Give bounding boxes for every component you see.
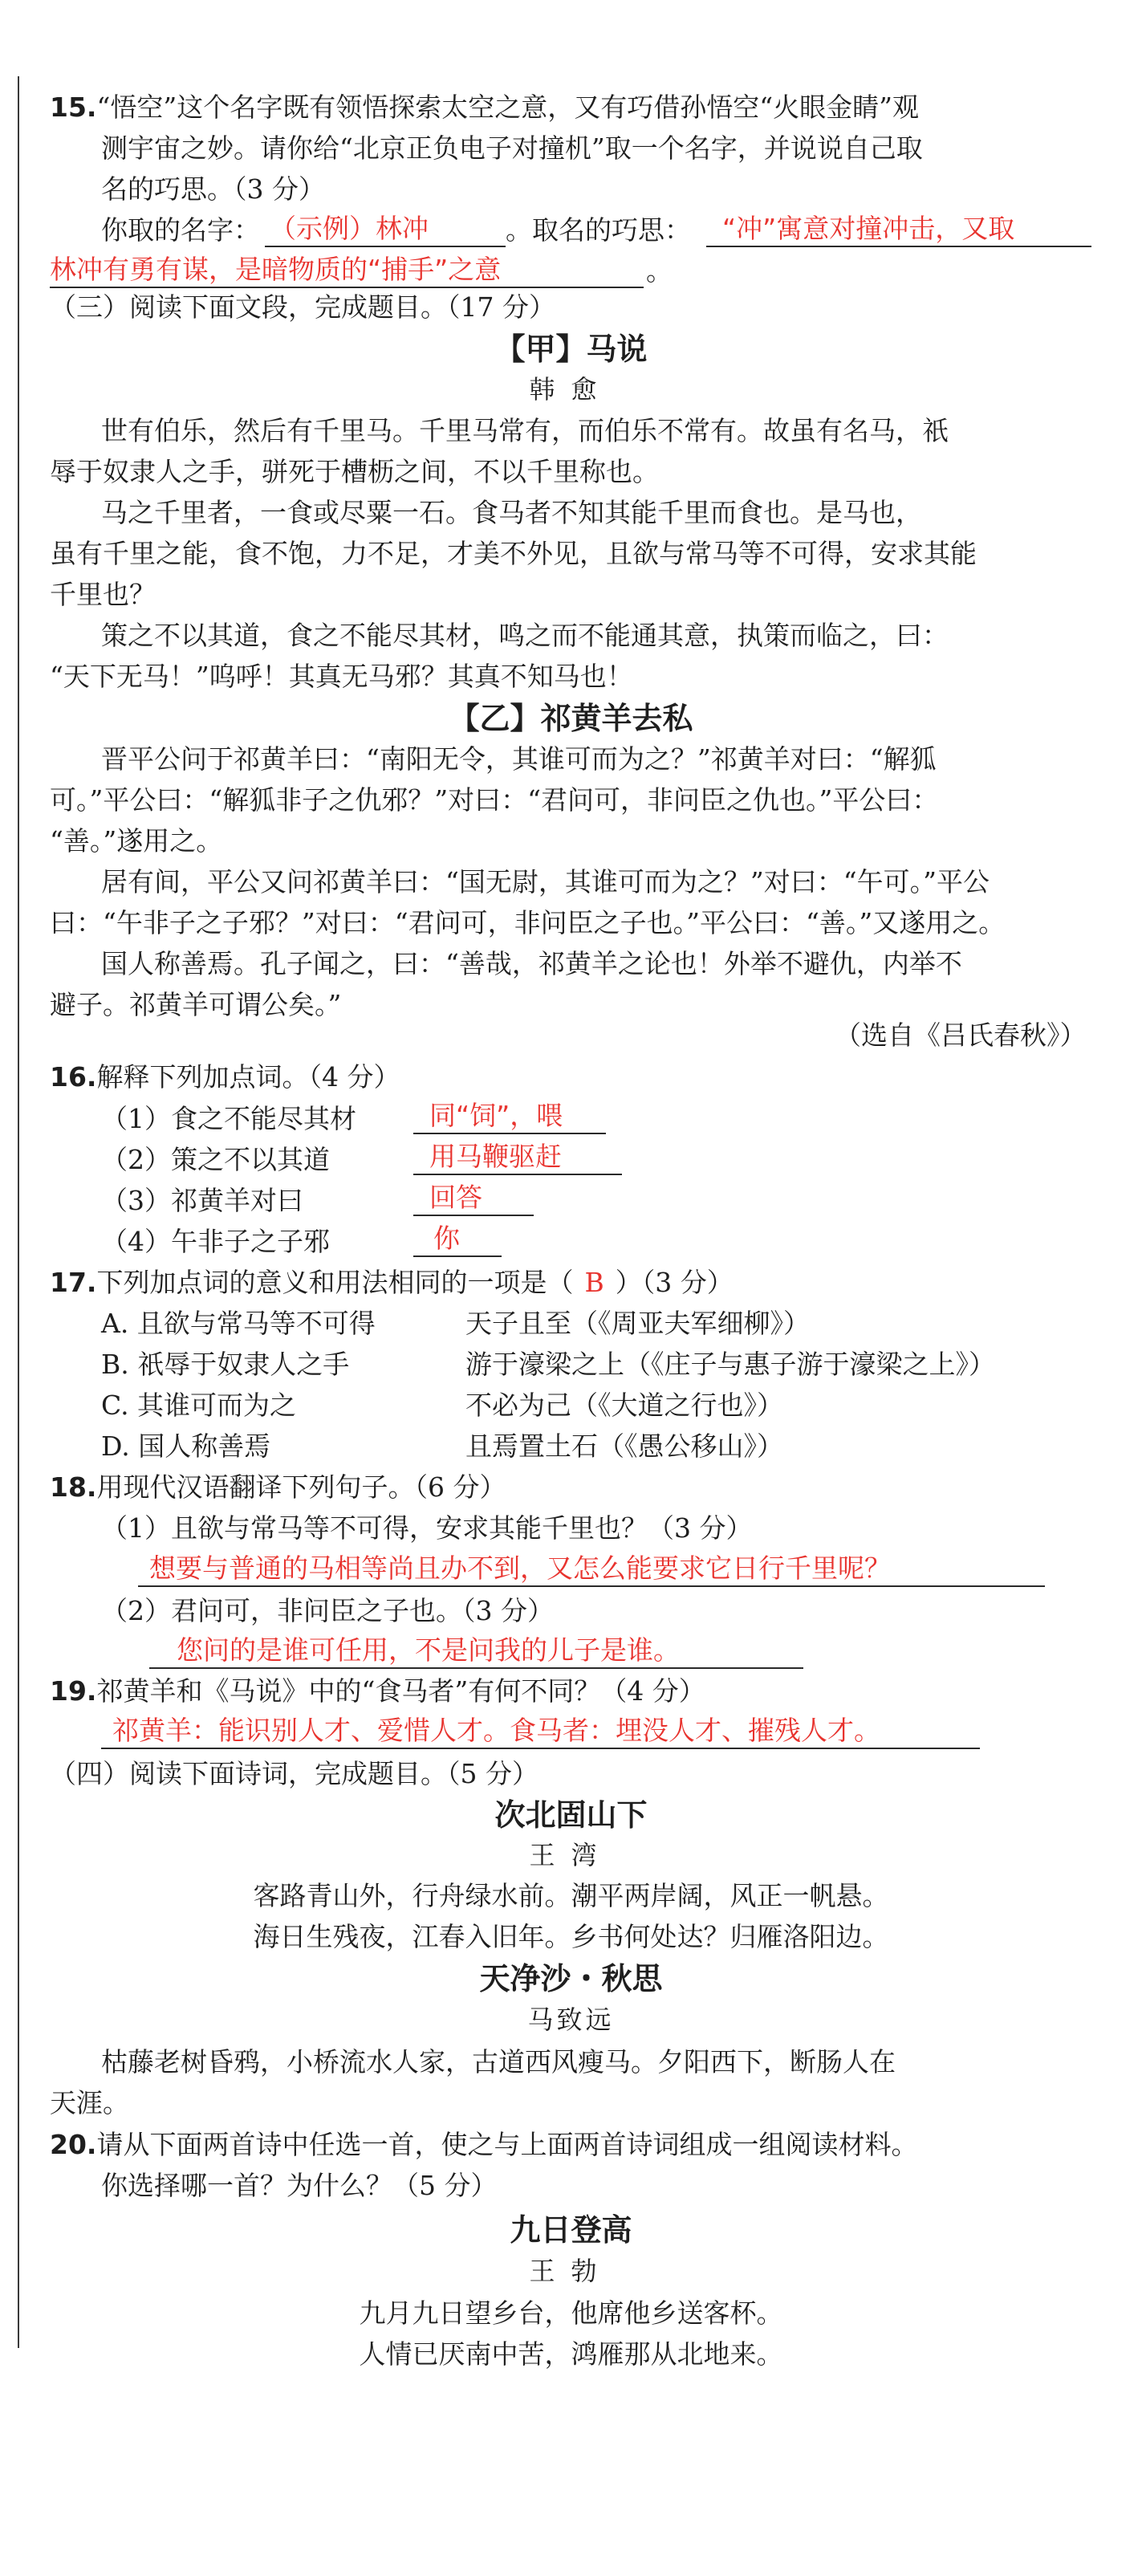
poem3-title: 九日登高 — [510, 2212, 632, 2248]
q16-underline-3 — [413, 1215, 534, 1216]
q19-answer: 祁黄羊：能识别人才、爱惜人才。食马者：埋没人才、摧残人才。 — [112, 1715, 880, 1746]
q17-number: 17. — [50, 1267, 97, 1298]
jia-p1b: 辱于奴隶人之手，骈死于槽枥之间，不以千里称也。 — [50, 456, 659, 487]
jia-p1a: 世有伯乐，然后有千里马。千里马常有，而伯乐不常有。故虽有名马，祇 — [101, 415, 949, 446]
q15-answer-idea-1: “冲”寓意对撞冲击，又取 — [722, 213, 1015, 244]
q18-stem-line — [50, 1470, 506, 1505]
poem3-author: 王勃 — [529, 2256, 613, 2286]
jia-p3a: 策之不以其道，食之不能尽其材，鸣之而不能通其意，执策而临之，曰： — [101, 620, 949, 651]
q15-idea-underline-1 — [706, 246, 1091, 247]
q15-line2: 测宇宙之妙。请你给“北京正负电子对撞机”取一个名字，并说说自己取 — [101, 132, 923, 164]
q16-item-2: （2）策之不以其道 — [101, 1144, 330, 1175]
q18-answer-1: 想要与普通的马相等尚且办不到，又怎么能要求它日行千里呢？ — [149, 1553, 891, 1584]
q20-line1 — [50, 2127, 917, 2163]
jia-title: 【甲】马说 — [494, 331, 648, 367]
q18-underline-1 — [138, 1585, 1045, 1587]
yi-p2a: 居有间，平公又问祁黄羊曰：“国无尉，其谁可而为之？”对曰：“午可。”平公 — [101, 866, 990, 897]
yi-p3b: 避子。祁黄羊可谓公矣。” — [50, 989, 342, 1020]
yi-source: （选自《吕氏春秋》） — [835, 1019, 1087, 1051]
q20-number: 20. — [50, 2129, 97, 2160]
poem2-author: 马致远 — [527, 2004, 615, 2035]
q16-underline-4 — [413, 1255, 502, 1257]
section4-heading: （四）阅读下面诗词，完成题目。（5 分） — [50, 1758, 538, 1789]
q15-name-underline — [265, 246, 506, 247]
q15-name-label: 你取的名字： — [101, 214, 260, 246]
q17-option-a-ref: 天子且至（《周亚夫军细柳》） — [465, 1308, 810, 1339]
q16-answer-3: 回答 — [429, 1182, 482, 1213]
poem2-line1: 枯藤老树昏鸦，小桥流水人家，古道西风瘦马。夕阳西下，断肠人在 — [101, 2046, 896, 2077]
q18-underline-2 — [149, 1667, 803, 1669]
q16-item-1: （1）食之不能尽其材 — [101, 1103, 356, 1134]
q18-sentence-2: （2）君问可，非问臣之子也。（3 分） — [101, 1595, 554, 1626]
poem3-line1: 九月九日望乡台，他席他乡送客杯。 — [359, 2297, 783, 2329]
jia-p2c: 千里也？ — [50, 579, 156, 610]
q20-text-1: 请从下面两首诗中任选一首，使之与上面两首诗词组成一组阅读材料。 — [96, 2129, 918, 2160]
section3-heading: （三）阅读下面文段，完成题目。（17 分） — [50, 291, 555, 323]
q16-number: 16. — [50, 1061, 97, 1093]
q17-stem-b: ）（3 分） — [615, 1267, 734, 1298]
yi-p2b: 曰：“午非子之子邪？”对曰：“君问可，非问臣之子也。”平公曰：“善。”又遂用之。 — [50, 907, 1006, 938]
poem1-author: 王湾 — [529, 1840, 613, 1870]
q19-number: 19. — [50, 1675, 97, 1707]
yi-p1b: 可。”平公曰：“解狐非子之仇邪？”对曰：“君问可，非问臣之仇也。”平公曰： — [50, 784, 939, 816]
yi-p1c: “善。”遂用之。 — [50, 825, 223, 857]
q15-answer-name: （示例）林冲 — [270, 213, 429, 244]
q15-end: 。 — [646, 255, 673, 287]
jia-author: 韩愈 — [529, 374, 613, 405]
poem2-title: 天净沙・秋思 — [479, 1960, 663, 1996]
q15-line3: 名的巧思。（3 分） — [101, 173, 325, 205]
jia-p2a: 马之千里者，一食或尽粟一石。食马者不知其能千里而食也。是马也， — [101, 497, 922, 528]
jia-p2b: 虽有千里之能，食不饱，力不足，才美不外见，且欲与常马等不可得，安求其能 — [50, 538, 977, 569]
q17-option-a: A. 且欲与常马等不可得 — [101, 1308, 376, 1339]
q16-underline-2 — [413, 1174, 622, 1175]
poem1-line1: 客路青山外，行舟绿水前。潮平两岸阔，风正一帆悬。 — [253, 1880, 889, 1911]
q17-option-d-ref: 且焉置土石（《愚公移山》） — [465, 1430, 783, 1462]
poem2-line2: 天涯。 — [50, 2087, 129, 2118]
q16-stem-line — [50, 1060, 400, 1095]
q17-option-c-ref: 不必为己（《大道之行也》） — [465, 1390, 783, 1421]
q19-stem-line — [50, 1674, 705, 1709]
q19-stem: 祁黄羊和《马说》中的“食马者”有何不同？（4 分） — [96, 1675, 705, 1707]
poem1-title: 次北固山下 — [494, 1797, 648, 1833]
q16-stem: 解释下列加点词。（4 分） — [96, 1061, 400, 1093]
q16-answer-2: 用马鞭驱赶 — [429, 1141, 562, 1172]
q17-stem-a: 下列加点词的意义和用法相同的一项是（ — [96, 1267, 574, 1298]
q16-underline-1 — [413, 1133, 606, 1134]
yi-title: 【乙】祁黄羊去私 — [449, 700, 693, 736]
yi-p1a: 晋平公问于祁黄羊曰：“南阳无令，其谁可而为之？”祁黄羊对曰：“解狐 — [101, 743, 937, 775]
poem3-line2: 人情已厌南中苦，鸿雁那从北地来。 — [359, 2338, 783, 2370]
q17-stem-line — [50, 1265, 734, 1300]
q16-item-4: （4）午非子之子邪 — [101, 1226, 330, 1257]
q18-answer-2: 您问的是谁可任用，不是问我的儿子是谁。 — [177, 1634, 680, 1666]
q17-option-b-ref: 游于濠梁之上（《庄子与惠子游于濠梁之上》） — [465, 1349, 995, 1380]
q15-line1 — [50, 90, 919, 125]
q18-number: 18. — [50, 1471, 97, 1503]
jia-p3b: “天下无马！”呜呼！其真无马邪？其真不知马也！ — [50, 661, 633, 692]
q16-item-3: （3）祁黄羊对曰 — [101, 1185, 303, 1216]
q17-option-c: C. 其谁可而为之 — [101, 1390, 297, 1421]
q16-answer-4: 你 — [433, 1223, 460, 1254]
q18-sentence-1: （1）且欲与常马等不可得，安求其能千里也？（3 分） — [101, 1512, 753, 1544]
q20-line2: 你选择哪一首？为什么？（5 分） — [101, 2170, 498, 2201]
yi-p3a: 国人称善焉。孔子闻之，曰：“善哉，祁黄羊之论也！外举不避仇，内举不 — [101, 948, 962, 979]
q17-option-d: D. 国人称善焉 — [101, 1430, 271, 1462]
q19-underline — [101, 1748, 980, 1749]
q15-text-1: “悟空”这个名字既有领悟探索太空之意，又有巧借孙悟空“火眼金睛”观 — [96, 92, 919, 123]
q15-answer-idea-2: 林冲有勇有谋，是暗物质的“捕手”之意 — [50, 254, 502, 285]
q16-answer-1: 同“饲”，喂 — [429, 1100, 563, 1131]
q15-idea-label: 。取名的巧思： — [506, 214, 691, 246]
q17-answer: B — [584, 1267, 604, 1298]
poem1-line2: 海日生残夜，江春入旧年。乡书何处达？归雁洛阳边。 — [253, 1921, 889, 1952]
q17-option-b: B. 祇辱于奴隶人之手 — [101, 1349, 350, 1380]
q18-stem: 用现代汉语翻译下列句子。（6 分） — [96, 1471, 506, 1503]
q15-number: 15. — [50, 92, 97, 123]
q15-idea-underline-2 — [50, 287, 644, 288]
